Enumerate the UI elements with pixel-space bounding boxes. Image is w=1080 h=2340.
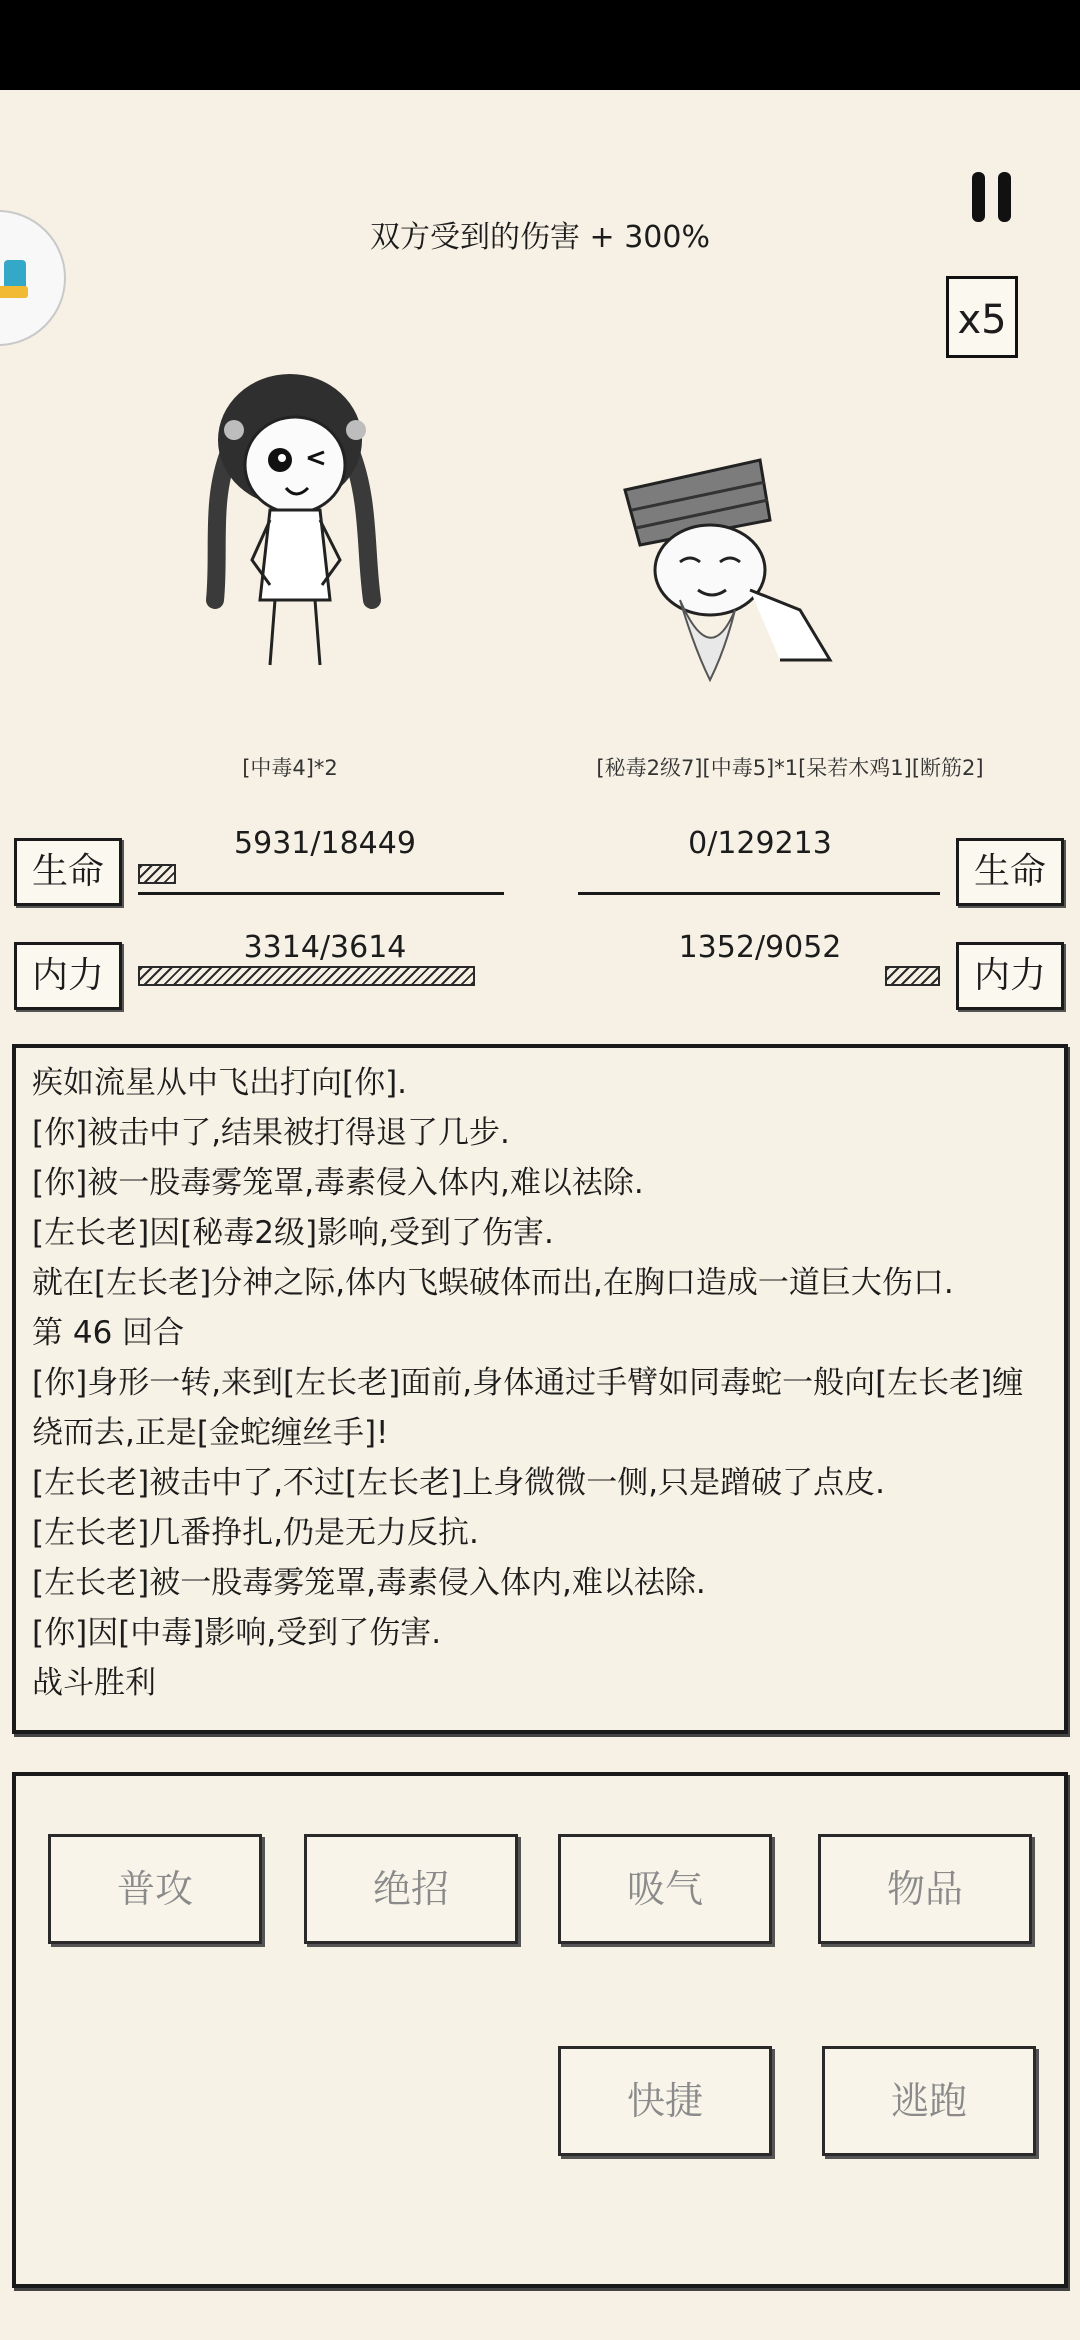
player-mp-bar xyxy=(138,966,475,986)
player-hp-value: 5931/18449 xyxy=(234,826,416,861)
player-character-sprite xyxy=(190,360,410,680)
battle-log-line: 疾如流星从中飞出打向[你]. xyxy=(32,1065,408,1101)
items-button[interactable]: 物品 xyxy=(818,1834,1032,1944)
floating-app-icon-accent xyxy=(0,286,28,298)
battle-log-line: [你]被击中了,结果被打得退了几步. xyxy=(32,1115,510,1151)
battle-log-line: [左长老]几番挣扎,仍是无力反抗. xyxy=(32,1515,479,1551)
enemy-mp-bar xyxy=(885,966,940,986)
player-mp-value: 3314/3614 xyxy=(243,930,407,965)
battle-log-panel[interactable] xyxy=(12,1044,1068,1734)
damage-modifier-banner: 双方受到的伤害 + 300% xyxy=(370,220,710,255)
player-hp-bar xyxy=(138,864,176,884)
enemy-hp-value: 0/129213 xyxy=(688,826,832,861)
enemy-status-effects: [秘毒2级7][中毒5]*1[呆若木鸡1][断筋2] xyxy=(596,756,984,780)
battle-log-line: 就在[左长老]分神之际,体内飞蜈破体而出,在胸口造成一道巨大伤口. xyxy=(32,1265,954,1301)
player-mp-label: 内力 xyxy=(14,942,122,1010)
battle-log-line: [你]身形一转,来到[左长老]面前,身体通过手臂如同毒蛇一般向[左长老]缠绕而去,正是[金蛇缠丝手]! xyxy=(32,1365,1024,1451)
player-status-effects: [中毒4]*2 xyxy=(242,756,338,780)
speed-toggle-button[interactable]: x5 xyxy=(946,276,1018,358)
enemy-character-sprite xyxy=(610,450,840,690)
player-hp-label: 生命 xyxy=(14,838,122,906)
player-hp-track xyxy=(138,892,504,895)
enemy-mp-label: 内力 xyxy=(956,942,1064,1010)
system-status-bar xyxy=(0,0,1080,90)
battle-log-line: [左长老]被一股毒雾笼罩,毒素侵入体内,难以祛除. xyxy=(32,1565,706,1601)
quick-button[interactable]: 快捷 xyxy=(558,2046,772,2156)
enemy-mp-value: 1352/9052 xyxy=(678,930,842,965)
battle-log-line: [左长老]因[秘毒2级]影响,受到了伤害. xyxy=(32,1215,554,1251)
battle-log-line: [你]因[中毒]影响,受到了伤害. xyxy=(32,1615,442,1651)
breathe-button[interactable]: 吸气 xyxy=(558,1834,772,1944)
battle-log-line: 第 46 回合 xyxy=(32,1315,185,1351)
flee-button[interactable]: 逃跑 xyxy=(822,2046,1036,2156)
ultimate-button[interactable]: 绝招 xyxy=(304,1834,518,1944)
attack-button[interactable]: 普攻 xyxy=(48,1834,262,1944)
enemy-hp-track xyxy=(578,892,940,895)
battle-log-line: 战斗胜利 xyxy=(32,1665,156,1701)
battle-log-text xyxy=(32,1058,1048,1708)
enemy-hp-label: 生命 xyxy=(956,838,1064,906)
battle-log-line: [左长老]被击中了,不过[左长老]上身微微一侧,只是蹭破了点皮. xyxy=(32,1465,885,1501)
pause-icon[interactable] xyxy=(970,172,1016,222)
battle-log-line: [你]被一股毒雾笼罩,毒素侵入体内,难以祛除. xyxy=(32,1165,644,1201)
